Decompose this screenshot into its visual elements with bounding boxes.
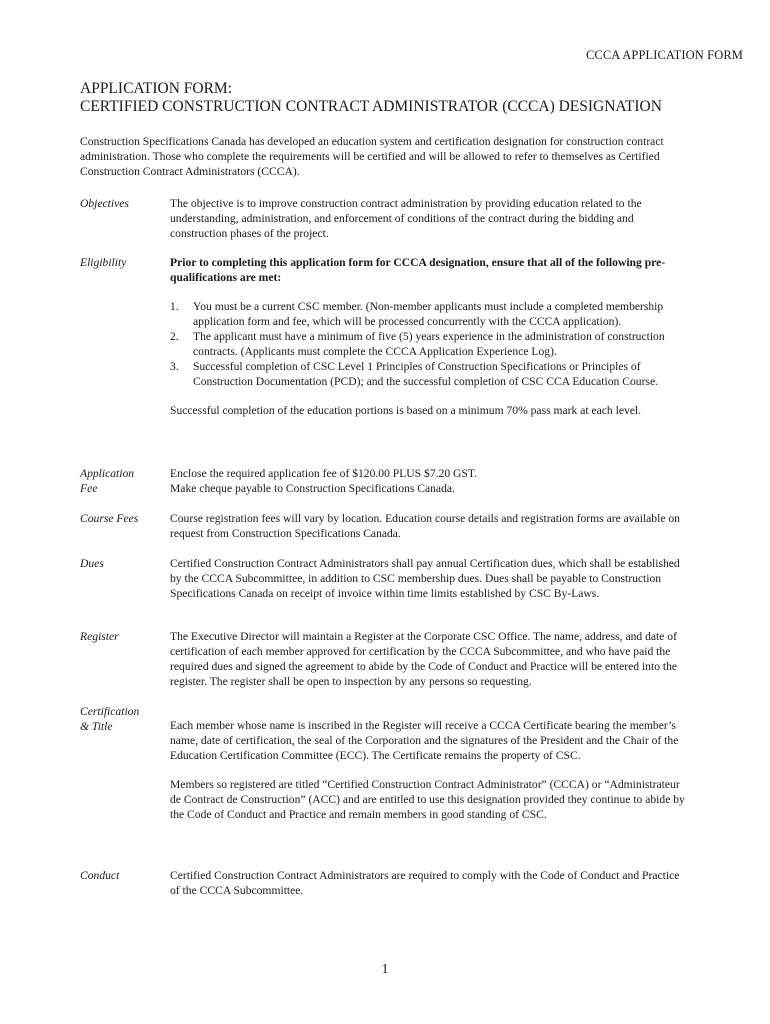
list-item <box>170 299 688 329</box>
section-label: Objectives <box>80 197 129 210</box>
intro-paragraph: Construction Specifications Canada has developed an education system and certification designation for construction contract administration. Those who complete the requirements will be certified and will be allowed to refer to themselves as Certified Construction Contract Administrators (CCCA). <box>80 135 664 178</box>
section-content <box>170 629 688 689</box>
title-line-1: APPLICATION FORM: <box>80 80 233 97</box>
section-content <box>170 556 688 601</box>
eligibility-note: Successful completion of the education portions is based on a minimum 70% pass mark at each level. <box>170 404 642 417</box>
list-text: The applicant must have a minimum of five (5) years experience in the administration of construction contracts. (Applicants must complete the CCCA Application Experience Log). <box>193 330 665 358</box>
section-label <box>80 466 164 496</box>
list-number: 3. <box>170 360 179 373</box>
list-number: 2. <box>170 330 179 343</box>
list-item <box>170 359 688 389</box>
section-label: Eligibility <box>80 256 127 269</box>
section-content <box>170 718 688 822</box>
list-text: You must be a current CSC member. (Non-member applicants must include a completed membership application form and fee, which will be processed concurrently with the CCCA application). <box>193 300 664 328</box>
section-label: Conduct <box>80 869 120 882</box>
label-line: & Title <box>80 720 113 733</box>
page-number: 1 <box>381 962 389 977</box>
prerequisite-list <box>170 299 688 389</box>
section-label <box>80 704 164 734</box>
section-label: Dues <box>80 557 104 570</box>
document-title <box>80 80 720 116</box>
course-fees-text: Course registration fees will vary by location. Education course details and registration forms are available on request from Construction Specifications Canada. <box>170 512 680 540</box>
cheque-payable-text: Make cheque payable to Construction Specifications Canada. <box>170 482 455 495</box>
eligibility-lead: Prior to completing this application form for CCCA designation, ensure that all of the following pre-qualifications are met: <box>170 256 666 284</box>
section-content <box>170 511 688 541</box>
certification-para-2: Members so registered are titled “Certified Construction Contract Administrator” (CCCA) or “Administrateur de Contract de Construction” (ACC) and are entitled to use this designation provided they continue to abide by the Code of Conduct and Practice and remain members in good standing of CSC. <box>170 778 685 821</box>
fee-amount-text: Enclose the required application fee of $120.00 PLUS $7.20 GST. <box>170 467 477 480</box>
register-text: The Executive Director will maintain a Register at the Corporate CSC Office. The name, address, and date of certification of each member approved for certification by the CCCA Subcommittee, and who have paid the required dues and signed the agreement to abide by the Code of Conduct and Practice will be entered into the register. The register shall be open to inspection by any persons so requesting. <box>170 630 678 688</box>
conduct-text: Certified Construction Contract Administrators are required to comply with the Code of Conduct and Practice of the CCCA Subcommittee. <box>170 869 680 897</box>
section-content <box>170 255 688 418</box>
title-line-2: CERTIFIED CONSTRUCTION CONTRACT ADMINISTRATOR (CCCA) DESIGNATION <box>80 98 662 115</box>
section-label: Register <box>80 630 119 643</box>
list-number: 1. <box>170 300 179 313</box>
section-content <box>170 466 688 496</box>
label-line: Certification <box>80 705 140 718</box>
label-line: Fee <box>80 482 98 495</box>
label-line: Application <box>80 467 135 480</box>
list-text: Successful completion of CSC Level 1 Principles of Construction Specifications or Principles of Construction Documentation (PCD); and the successful completion of CSC CCA Education Course. <box>193 360 658 388</box>
objectives-text: The objective is to improve construction contract administration by providing education related to the understanding, administration, and enforcement of conditions of the contract during the bidding and construction phases of the project. <box>170 197 642 240</box>
section-content <box>170 868 688 898</box>
section-content <box>170 196 688 241</box>
list-item <box>170 329 688 359</box>
dues-text: Certified Construction Contract Administrators shall pay annual Certification dues, which shall be established by the CCCA Subcommittee, in addition to CSC membership dues. Dues shall be payable to Construction Specifications Canada on receipt of invoice within time limits established by CSC By-Laws. <box>170 557 680 600</box>
running-header: CCCA APPLICATION FORM <box>585 48 743 62</box>
section-label: Course Fees <box>80 512 139 525</box>
certification-para-1: Each member whose name is inscribed in the Register will receive a CCCA Certificate bearing the member’s name, date of certification, the seal of the Corporation and the signatures of the President and the Chair of the Education Certification Committee (ECC). The Certificate remains the property of CSC. <box>170 719 679 762</box>
